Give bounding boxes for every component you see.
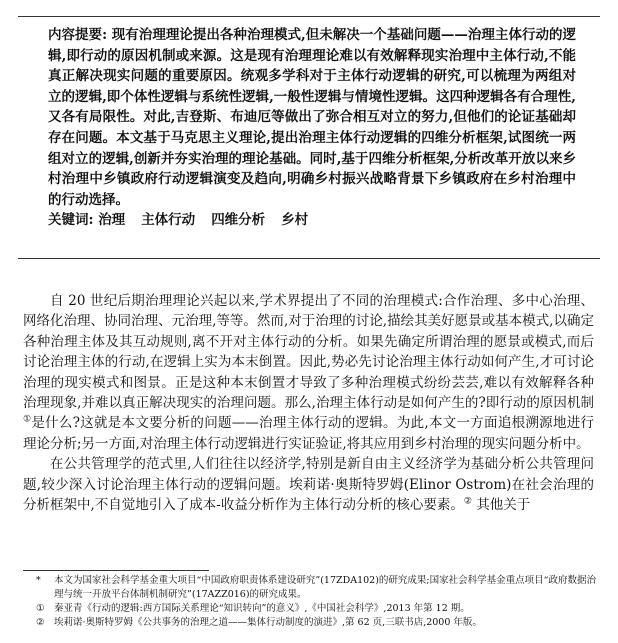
keyword: 治理 [98,212,126,229]
abstract-text: 现有治理理论提出各种治理模式,但未解决一个基础问题——治理主体行动的逻辑,即行动的原因机制或来源。这是现有治理理论难以有效解释现实治理中主体行动,不能真正解决现实问题的重要原因。统观多学科对于主体行动逻辑的研究,可以梳理为两组对立的逻辑,即个体性逻辑与系统性逻辑,一般性逻辑与情境性逻辑。这四种逻辑各有合理性,又各有局限性。对此,吉登斯、布迪厄等做出了弥合相互对立的努力,但他们的论证基础却存在问题。本文基于马克思主义理论,提出治理主体行动逻辑的四维分析框架,试图统一两组对立的逻辑,创新并夯实治理的理论基础。同时,基于四维分析框架,分析改革开放以来乡村治理中乡镇政府行动逻辑演变及趋向,明确乡村振兴战略背景下乡镇政府在乡村治理中的行动选择。 [48,27,577,208]
top-rule [18,16,600,17]
footnote-item [36,616,596,630]
abstract-block [48,25,576,231]
body-paragraph [23,291,594,454]
keywords-label: 关键词: [48,212,94,229]
body-text-run: 是什么?这就是本文要分析的问题——治理主体行动的逻辑。为此,本文一方面追根溯源地进行理论分析;另一方面,对治理主体行动逻辑进行实证验证,将其应用到乡村治理的现实问题分析中。 [23,415,595,452]
keyword: 四维分析 [211,212,266,229]
footnote-mark: * [36,575,41,586]
footnote-mark: ① [36,603,45,614]
footnote-item [36,574,596,602]
keyword: 乡村 [281,212,309,229]
footnote-text: 秦亚青《行动的逻辑:西方国际关系理论“知识转向”的意义》,《中国社会科学》,2013 年第 12 期。 [54,603,470,614]
keywords-line [48,210,576,231]
footnote-ref[interactable]: ② [463,496,472,507]
footnote-rule [23,570,209,571]
footnotes [36,574,596,630]
body-text-run: 其他关于 [476,497,531,514]
abstract-bottom-rule [18,258,600,259]
main-body [23,291,594,515]
keyword: 主体行动 [141,212,196,229]
footnote-text: 埃莉诺·奥斯特罗姆《公共事务的治理之道——集体行动制度的演进》,第 62 页,三联书店,2000 年版。 [54,617,482,628]
body-text-run: 在公共管理学的范式里,人们往往以经济学,特别是新自由主义经济学为基础分析公共管理问题,较少深入讨论治理主体行动的逻辑问题。埃莉诺·奥斯特罗姆(Elinor Ostrom)在社会治理的分析框架中,不自觉地引入了成本-收益分析作为主体行动分析的核心要素。 [23,456,594,514]
footnote-item [36,602,596,616]
body-paragraph [23,454,594,515]
body-text-run: 自 20 世纪后期治理理论兴起以来,学术界提出了不同的治理模式:合作治理、多中心治理、网络化治理、协同治理、元治理,等等。然而,对于治理的讨论,描绘其美好愿景或基本模式,以确定各种治理主体及其互动规则,离不开对主体行动的分析。如果先确定所谓治理的愿景或模式,而后讨论治理主体的行动,在逻辑上实为本末倒置。因此,势必先讨论治理主体行动如何产生,才可讨论治理的现实模式和图景。正是这种本末倒置才导致了多种治理模式纷纷芸芸,难以有效解释各种治理现象,并难以真正解决现实的治理问题。那么,治理主体行动是如何产生的?即行动的原因机制 [23,293,594,412]
footnote-ref[interactable]: ① [23,414,32,425]
abstract-label: 内容提要: [48,27,108,43]
footnote-text: 本文为国家社会科学基金重大项目“中国政府职责体系建设研究”(17ZDA102)的研究成果;国家社会科学基金重点项目“政府数据治理与统一开放平台体制机制研究”(17AZZ016)的研究成果。 [54,575,596,600]
footnote-mark: ② [36,617,45,628]
abstract-paragraph [48,25,576,210]
